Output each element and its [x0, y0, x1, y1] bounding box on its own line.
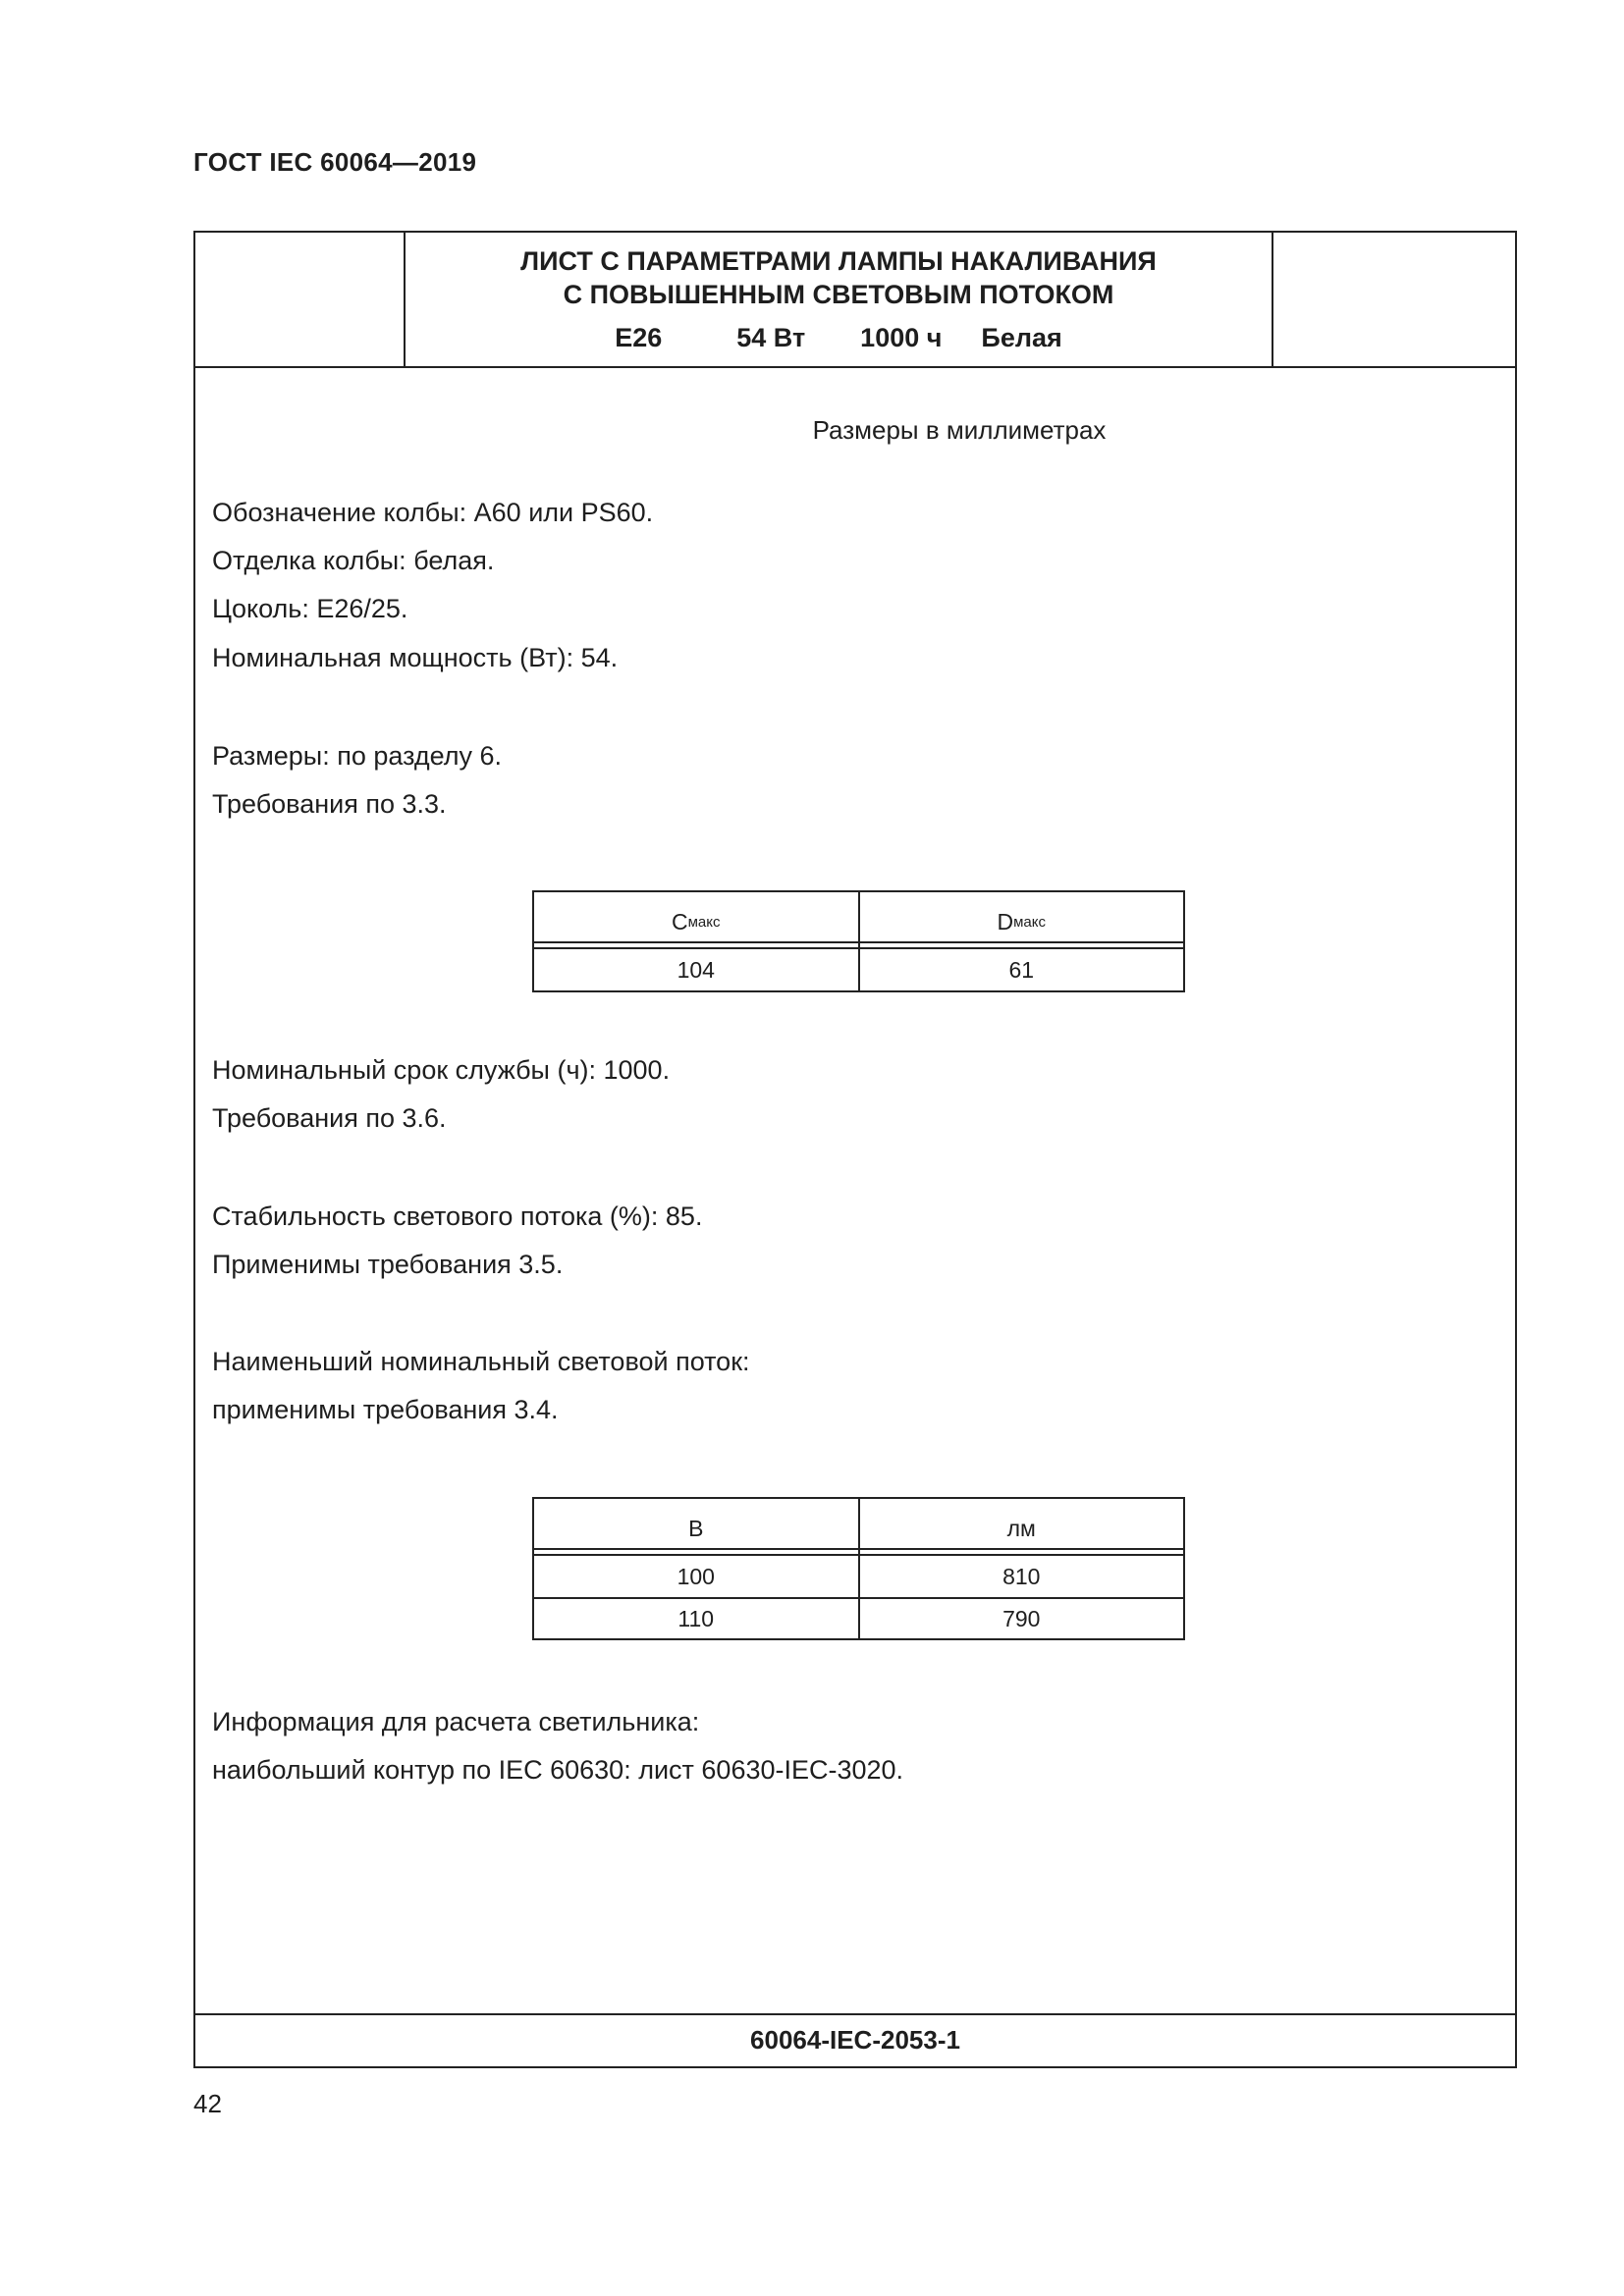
title-right-cell — [1272, 233, 1515, 366]
table-cell: 104 — [677, 956, 715, 983]
table-row — [534, 1556, 1183, 1597]
table-row — [534, 1597, 1183, 1638]
table-cell: 61 — [858, 949, 1184, 990]
column-header-d-max: D макс — [858, 892, 1184, 947]
column-header-voltage: В — [688, 1515, 704, 1541]
param-power: 54 Вт — [736, 323, 806, 352]
luminaire-info: Информация для расчета светильника: — [212, 1707, 700, 1736]
rated-power: Номинальная мощность (Вт): 54. — [212, 643, 619, 672]
flux-table — [532, 1497, 1185, 1640]
column-header-lumens: лм — [858, 1499, 1184, 1554]
param-base: E26 — [615, 323, 663, 352]
title-line-2: С ПОВЫШЕННЫМ СВЕТОВЫМ ПОТОКОМ — [563, 280, 1114, 309]
units-note: Размеры в миллиметрах — [812, 415, 1107, 445]
table-header-row — [534, 1499, 1183, 1556]
title-block — [195, 233, 1515, 368]
min-flux-title: Наименьший номинальный световой поток: — [212, 1347, 750, 1376]
table-header-row — [534, 892, 1183, 949]
title-left-cell — [195, 233, 406, 366]
table-row — [534, 949, 1183, 990]
dimensions-ref: Размеры: по разделу 6. — [212, 741, 503, 771]
maintenance-requirements: Применимы требования 3.5. — [212, 1250, 564, 1279]
life-requirements: Требования по 3.6. — [212, 1103, 447, 1133]
cap-type: Цоколь: E26/25. — [212, 594, 408, 623]
title-parameters — [406, 323, 1272, 353]
title-line-1: ЛИСТ С ПАРАМЕТРАМИ ЛАМПЫ НАКАЛИВАНИЯ — [520, 246, 1157, 276]
dimensions-table — [532, 890, 1185, 992]
lumen-maintenance: Стабильность светового потока (%): 85. — [212, 1201, 703, 1231]
data-sheet-frame — [193, 231, 1517, 2068]
rated-life: Номинальный срок службы (ч): 1000. — [212, 1055, 671, 1085]
param-life: 1000 ч — [860, 323, 943, 352]
outline-reference: наибольший контур по IEC 60630: лист 60630-IEC-3020. — [212, 1755, 904, 1785]
bulb-designation: Обозначение колбы: A60 или PS60. — [212, 498, 654, 527]
dimensions-requirements: Требования по 3.3. — [212, 789, 447, 819]
table-cell: 110 — [677, 1605, 715, 1631]
table-cell: 790 — [858, 1599, 1184, 1638]
table-cell: 100 — [677, 1563, 715, 1589]
bulb-finish: Отделка колбы: белая. — [212, 546, 495, 575]
page-number: 42 — [193, 2089, 222, 2118]
column-header-c-max: C макс — [671, 908, 721, 934]
table-cell: 810 — [858, 1556, 1184, 1597]
flux-requirements: применимы требования 3.4. — [212, 1395, 559, 1424]
title-center-cell — [406, 233, 1272, 366]
standard-header: ГОСТ IEC 60064—2019 — [193, 147, 477, 177]
param-finish: Белая — [981, 323, 1062, 352]
sheet-id: 60064-IEC-2053-1 — [195, 2013, 1515, 2066]
